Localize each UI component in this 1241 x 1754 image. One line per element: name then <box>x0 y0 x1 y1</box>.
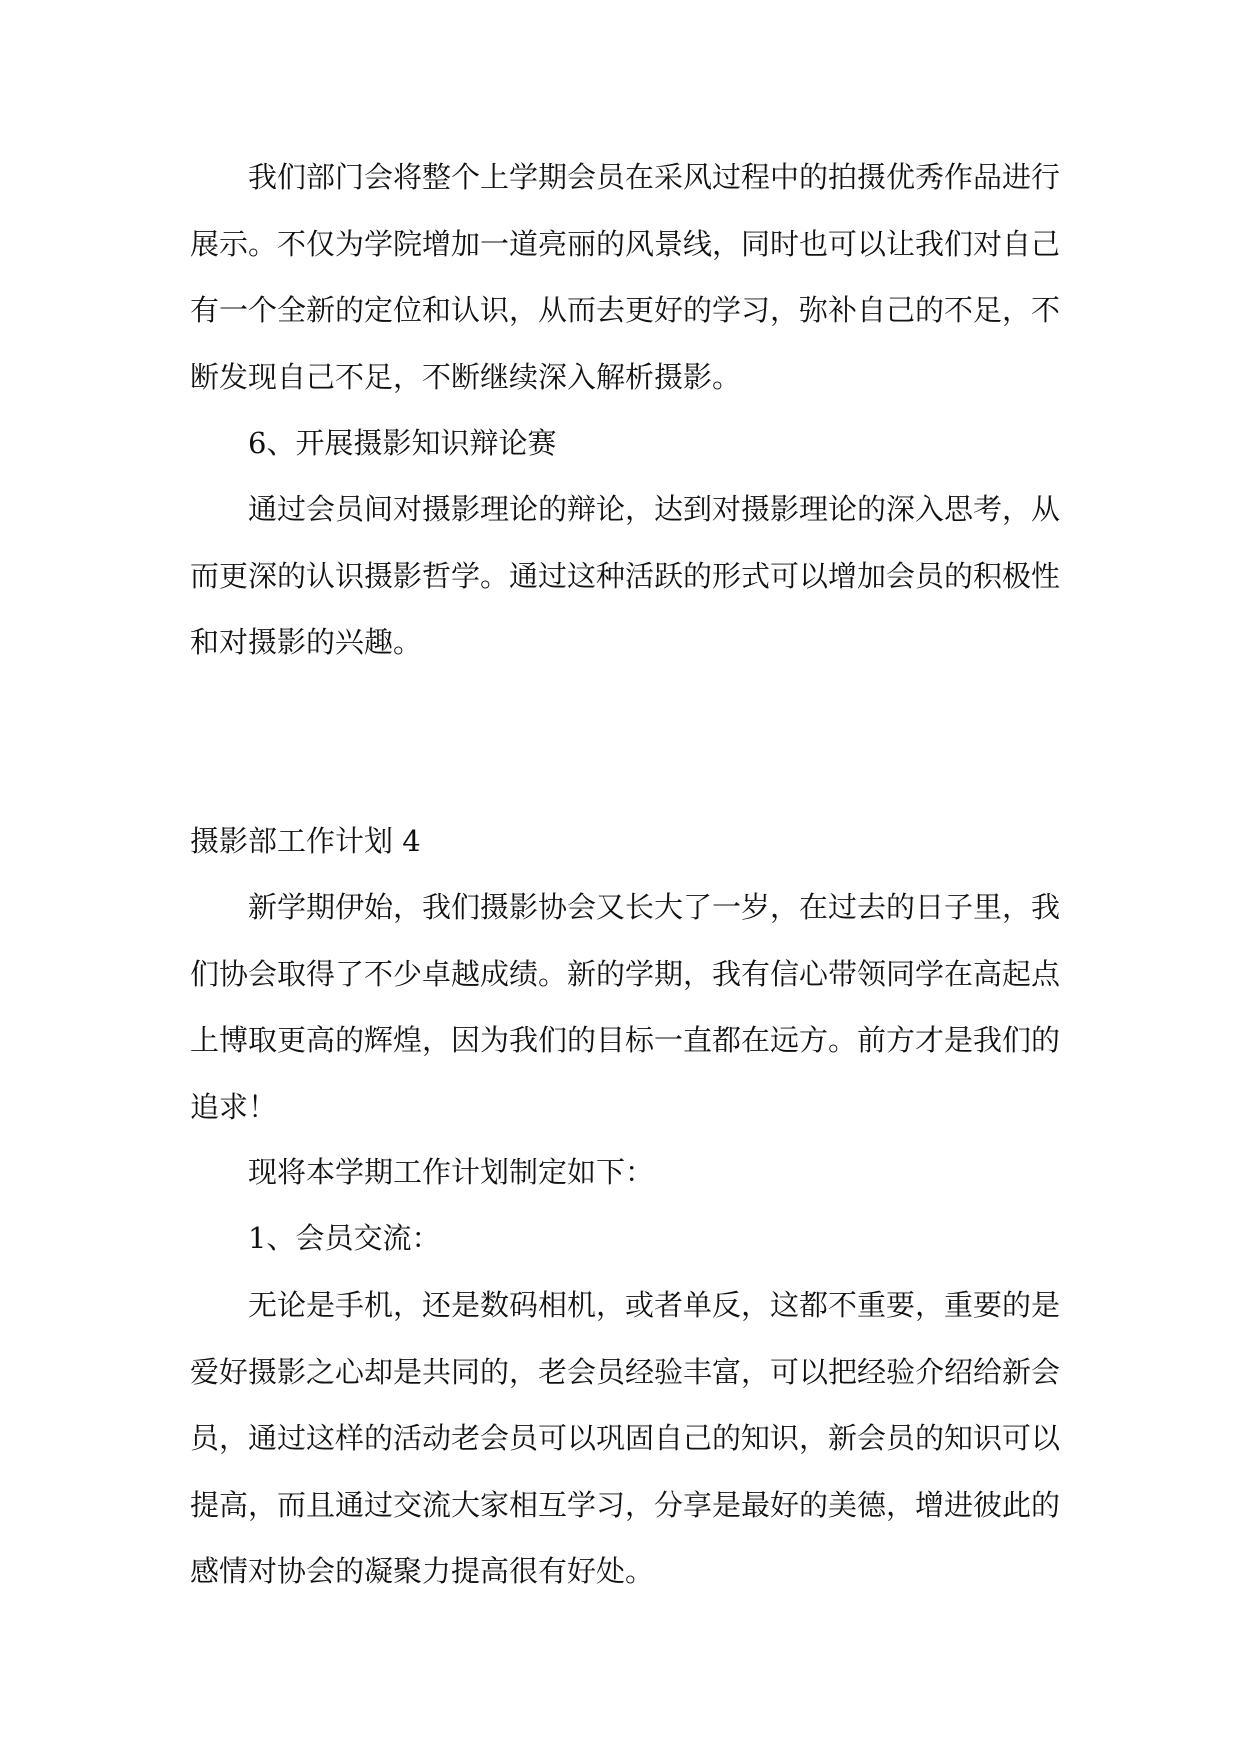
paragraph-debate: 通过会员间对摄影理论的辩论，达到对摄影理论的深入思考，从而更深的认识摄影哲学。通过这种活跃的形式可以增加会员的积极性和对摄影的兴趣。 <box>190 492 1061 659</box>
paragraph-plan-intro: 现将本学期工作计划制定如下： <box>248 1155 655 1189</box>
section-title: 摄影部工作计划 4 <box>190 824 421 858</box>
item-6-heading: 6、开展摄影知识辩论赛 <box>248 426 557 460</box>
paragraph-member-exchange: 无论是手机，还是数码相机，或者单反，这都不重要，重要的是爱好摄影之心却是共同的，老会员经验丰富，可以把经验介绍给新会员，通过这样的活动老会员可以巩固自己的知识，新会员的知识可以提高，而且通过交流大家相互学习，分享是最好的美德，增进彼此的感情对协会的凝聚力提高很有好处。 <box>190 1288 1061 1588</box>
item-1-heading: 1、会员交流： <box>248 1221 441 1255</box>
paragraph-intro: 新学期伊始，我们摄影协会又长大了一岁，在过去的日子里，我们协会取得了不少卓越成绩。新的学期，我有信心带领同学在高起点上博取更高的辉煌，因为我们的目标一直都在远方。前方才是我们的追求！ <box>190 890 1061 1124</box>
paragraph-exhibition: 我们部门会将整个上学期会员在采风过程中的拍摄优秀作品进行展示。不仅为学院增加一道亮丽的风景线，同时也可以让我们对自己有一个全新的定位和认识，从而去更好的学习，弥补自己的不足，不断发现自己不足，不断继续深入解析摄影。 <box>190 160 1061 394</box>
